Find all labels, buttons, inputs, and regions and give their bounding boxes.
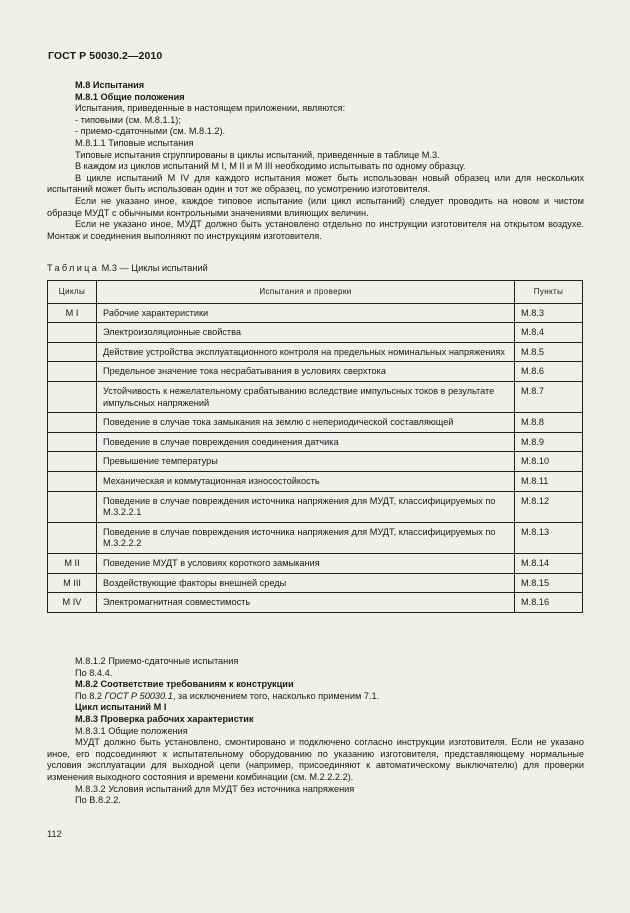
cycle-cell: М IV — [48, 593, 97, 613]
paragraph: В цикле испытаний М IV для каждого испытания может быть использован новый образец или для нескольких испытаний может быть использован один и тот же образец, по усмотрению изготовителя. — [47, 172, 584, 195]
clause-cell: М.8.15 — [515, 573, 583, 593]
paragraph: По 8.4.4. — [75, 667, 113, 678]
list-item: - типовыми (см. М.8.1.1); — [75, 114, 181, 125]
table-row — [48, 522, 583, 553]
cycle-heading: Цикл испытаний М I — [75, 702, 167, 713]
test-cell: Поведение в случае повреждения источника напряжения для МУДТ, классифицируемых по М.3.2.2.1 — [97, 491, 515, 522]
test-cell: Рабочие характеристики — [97, 303, 515, 323]
clause-title: М.8.1.2 Приемо-сдаточные испытания — [75, 656, 239, 666]
list-item: - приемо-сдаточными (см. М.8.1.2). — [75, 126, 226, 137]
cycle-cell — [48, 432, 97, 452]
test-cell: Превышение температуры — [97, 452, 515, 472]
test-cell: Поведение в случае тока замыкания на землю с непериодической составляющей — [97, 413, 515, 433]
column-header-clauses: Пункты — [515, 281, 583, 304]
table-row — [48, 553, 583, 573]
clause-title: М.8.3.1 Общие положения — [75, 725, 188, 736]
section-heading: М.8 Испытания — [75, 80, 145, 90]
table-caption-text: М.3 — Циклы испытаний — [99, 263, 208, 273]
cycle-cell — [48, 413, 97, 433]
clause-cell: М.8.5 — [515, 342, 583, 362]
reference-suffix: , за исключением того, насколько применим 7.1. — [172, 690, 380, 701]
table-row — [48, 342, 583, 362]
clause-cell: М.8.11 — [515, 471, 583, 491]
paragraph: МУДТ должно быть установлено, смонтировано и подключено согласно инструкции изготовителя. Если не указано иное, его подсоединяют к испытательному оборудованию по указанию изготовителя, представляющему нормальные условия эксплуатации для выходной цепи (например, присоединяют к автоматическому выключателю) для проверки изменения выходного состояния и времени комбинации (см. М.2.2.2.2). — [47, 737, 584, 782]
clause-cell: М.8.8 — [515, 413, 583, 433]
standard-reference: ГОСТ Р 50030.1 — [104, 690, 173, 701]
table-caption — [47, 263, 208, 273]
cycle-cell — [48, 362, 97, 382]
cycle-cell — [48, 522, 97, 553]
section-heading: М.8.3 Проверка рабочих характеристик — [75, 713, 254, 724]
clause-cell: М.8.4 — [515, 323, 583, 343]
table-row — [48, 413, 583, 433]
clause-cell: М.8.16 — [515, 593, 583, 613]
cycle-cell — [48, 471, 97, 491]
cycle-cell — [48, 452, 97, 472]
table-row — [48, 303, 583, 323]
table-caption-prefix: Таблица — [47, 263, 100, 273]
section-continuation — [47, 656, 584, 807]
cycle-cell — [48, 323, 97, 343]
clause-cell: М.8.13 — [515, 522, 583, 553]
test-cell: Предельное значение тока несрабатывания в условиях сверхтока — [97, 362, 515, 382]
clause-cell: М.8.12 — [515, 491, 583, 522]
clause-cell: М.8.10 — [515, 452, 583, 472]
test-cell: Поведение в случае повреждения источника напряжения для МУДТ, классифицируемых по М.3.2.2.2 — [97, 522, 515, 553]
table-row — [48, 452, 583, 472]
table-row — [48, 471, 583, 491]
cycle-cell — [48, 342, 97, 362]
cycle-cell — [48, 491, 97, 522]
clause-cell: М.8.9 — [515, 432, 583, 452]
cycle-cell — [48, 381, 97, 412]
cycle-cell: М I — [48, 303, 97, 323]
test-cell: Действие устройства эксплуатационного контроля на предельных номинальных напряжениях — [97, 342, 515, 362]
column-header-cycles: Циклы — [48, 281, 97, 304]
table-row — [48, 381, 583, 412]
column-header-tests: Испытания и проверки — [97, 281, 515, 304]
paragraph: В каждом из циклов испытаний М I, М II и М III необходимо испытывать по одному образцу. — [75, 161, 466, 172]
test-cell: Электроизоляционные свойства — [97, 323, 515, 343]
table-header-row — [48, 281, 583, 304]
test-cell: Воздействующие факторы внешней среды — [97, 573, 515, 593]
clause-title: М.8.1.1 Типовые испытания — [75, 137, 194, 148]
table-row — [48, 491, 583, 522]
paragraph: Испытания, приведенные в настоящем приложении, являются: — [75, 103, 346, 114]
paragraph: По В.8.2.2. — [75, 795, 121, 806]
document-header: ГОСТ Р 50030.2—2010 — [48, 50, 163, 62]
test-cell: Поведение в случае повреждения соединения датчика — [97, 432, 515, 452]
table-row — [48, 432, 583, 452]
cycle-cell: М III — [48, 573, 97, 593]
paragraph: Если не указано иное, МУДТ должно быть установлено отдельно по инструкции изготовителя на открытом воздухе. Монтаж и соединения выполняют по инструкциям изготовителя. — [47, 219, 584, 241]
test-cell: Устойчивость к нежелательному срабатыванию вследствие импульсных токов в результате импульсных напряжений — [97, 381, 515, 412]
cycle-cell: М II — [48, 553, 97, 573]
test-cycles-table — [47, 280, 583, 613]
paragraph: Типовые испытания сгруппированы в циклы испытаний, приведенные в таблице М.3. — [75, 149, 440, 160]
subsection-heading: М.8.1 Общие положения — [75, 91, 185, 102]
test-cell: Поведение МУДТ в условиях короткого замыкания — [97, 553, 515, 573]
table-row — [48, 362, 583, 382]
clause-cell: М.8.3 — [515, 303, 583, 323]
clause-cell: М.8.6 — [515, 362, 583, 382]
reference-prefix: По 8.2 — [75, 690, 105, 701]
paragraph: Если не указано иное, каждое типовое испытание (или цикл испытаний) следует проводить на новом и чистом образце МУДТ с обычными контрольными значениями влияющих величин. — [47, 195, 584, 218]
clause-cell: М.8.14 — [515, 553, 583, 573]
section-body — [47, 80, 584, 242]
paragraph — [47, 691, 584, 703]
page-number: 112 — [47, 829, 62, 839]
test-cell: Электромагнитная совместимость — [97, 593, 515, 613]
table-row — [48, 323, 583, 343]
test-cell: Механическая и коммутационная износостойкость — [97, 471, 515, 491]
table-row — [48, 573, 583, 593]
table-row — [48, 593, 583, 613]
clause-title: М.8.3.2 Условия испытаний для МУДТ без источника напряжения — [75, 783, 355, 794]
section-heading: М.8.2 Соответствие требованиям к конструкции — [75, 679, 294, 690]
clause-cell: М.8.7 — [515, 381, 583, 412]
